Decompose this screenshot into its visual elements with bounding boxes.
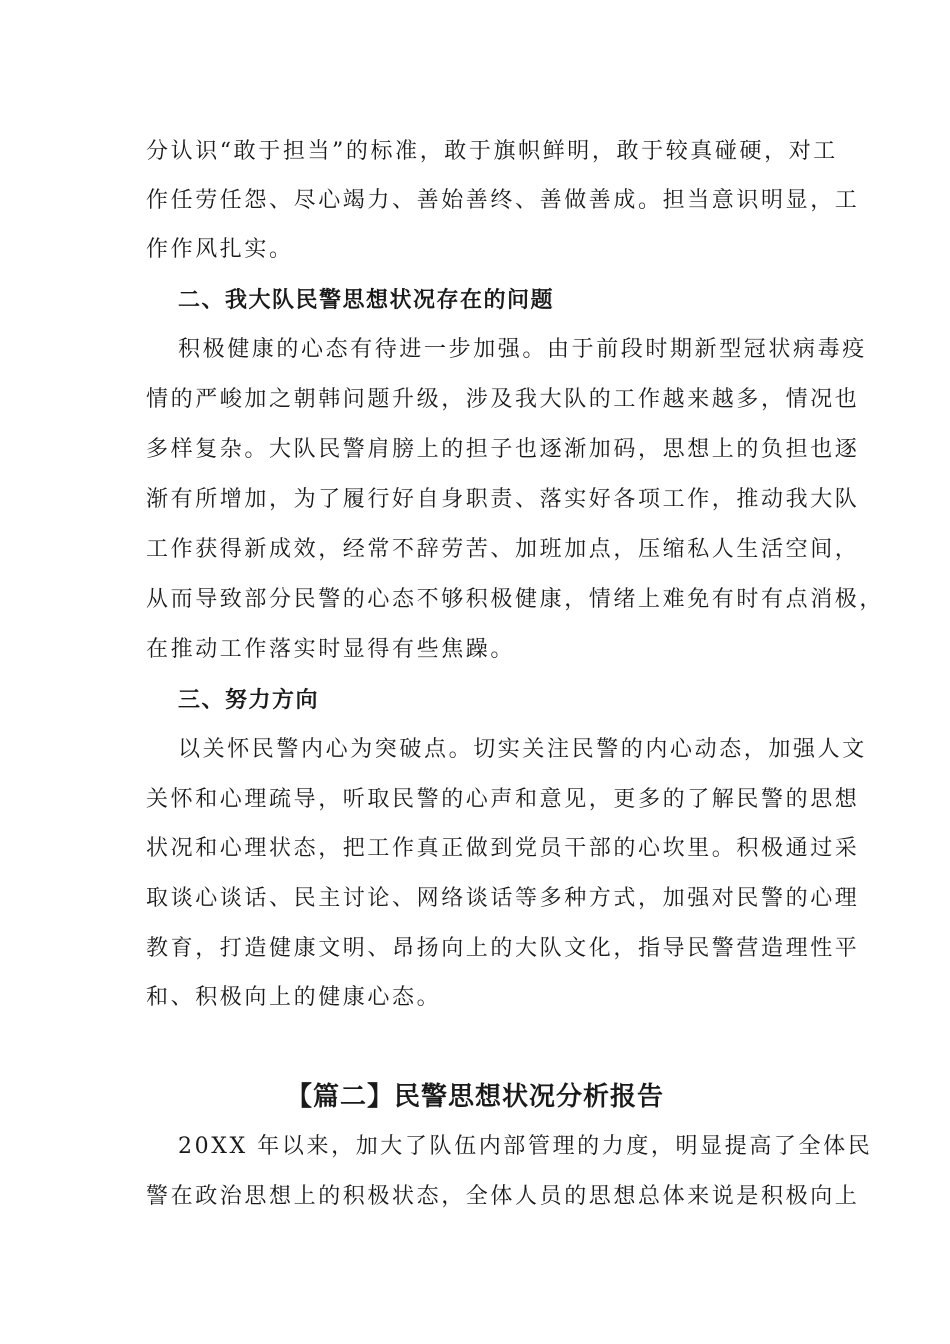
section-heading-problems: 二、我大队民警思想状况存在的问题 xyxy=(178,287,555,313)
paragraph-2-line-1: 积极健康的心态有待进一步加强。由于前段时期新型冠状病毒疫 xyxy=(178,337,867,362)
paragraph-2-line-2: 情的严峻加之朝韩问题升级，涉及我大队的工作越来越多，情况也 xyxy=(146,387,860,412)
paragraph-3-line-6: 和、积极向上的健康心态。 xyxy=(146,985,442,1010)
paragraph-2-line-4: 渐有所增加，为了履行好自身职责、落实好各项工作，推动我大队 xyxy=(146,487,860,512)
section-title: 【篇二】民警思想状况分析报告 xyxy=(285,1082,664,1112)
paragraph-4-line-2: 警在政治思想上的积极状态，全体人员的思想总体来说是积极向上 xyxy=(146,1184,860,1209)
paragraph-3-line-1: 以关怀民警内心为突破点。切实关注民警的内心动态，加强人文 xyxy=(178,737,867,762)
paragraph-1-line-1: 分认识“敢于担当”的标准，敢于旗帜鲜明，敢于较真碰硬，对工 xyxy=(146,139,838,164)
paragraph-2-line-3: 多样复杂。大队民警肩膀上的担子也逐渐加码，思想上的负担也逐 xyxy=(146,437,860,462)
paragraph-3-line-5: 教育，打造健康文明、昂扬向上的大队文化，指导民警营造理性平 xyxy=(146,936,860,961)
paragraph-2-line-5: 工作获得新成效，经常不辞劳苦、加班加点，压缩私人生活空间， xyxy=(146,537,860,562)
paragraph-3-line-4: 取谈心谈话、民主讨论、网络谈话等多种方式，加强对民警的心理 xyxy=(146,886,860,911)
paragraph-1-line-2: 作任劳任怨、尽心竭力、善始善终、善做善成。担当意识明显，工 xyxy=(146,188,860,213)
paragraph-3-line-2: 关怀和心理疏导，听取民警的心声和意见，更多的了解民警的思想 xyxy=(146,787,860,812)
paragraph-4-line-1: 20XX 年以来，加大了队伍内部管理的力度，明显提高了全体民 xyxy=(178,1134,873,1159)
paragraph-2-line-6: 从而导致部分民警的心态不够积极健康，情绪上难免有时有点消极， xyxy=(146,587,885,612)
paragraph-1-line-3: 作作风扎实。 xyxy=(146,237,294,262)
section-heading-direction: 三、努力方向 xyxy=(178,687,320,713)
paragraph-2-line-7: 在推动工作落实时显得有些焦躁。 xyxy=(146,637,516,662)
paragraph-3-line-3: 状况和心理状态，把工作真正做到党员干部的心坎里。积极通过采 xyxy=(146,836,860,861)
